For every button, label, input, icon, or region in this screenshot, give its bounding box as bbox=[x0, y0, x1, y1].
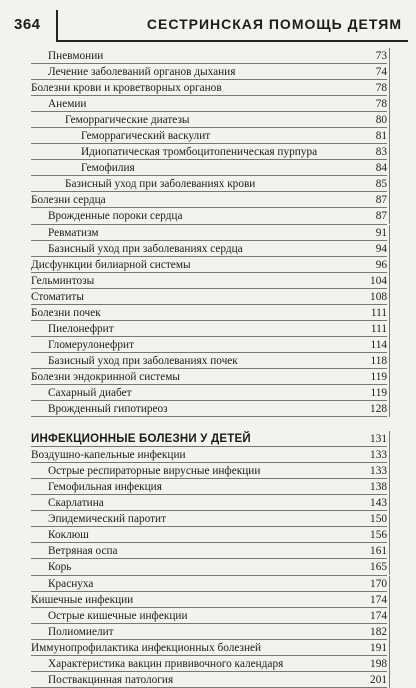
toc-entry-title: Характеристика вакцин прививочного календаря bbox=[48, 657, 284, 670]
page-column-rule bbox=[389, 192, 390, 208]
page-column-rule bbox=[389, 353, 390, 369]
page-column-rule bbox=[389, 592, 390, 608]
page-column-rule bbox=[389, 80, 390, 96]
toc-entry-page: 96 bbox=[375, 258, 387, 271]
toc-entry bbox=[31, 353, 387, 369]
page-column-rule bbox=[389, 144, 390, 160]
toc-entry bbox=[31, 64, 387, 80]
toc-entry-page: 87 bbox=[375, 194, 387, 207]
section-spacer bbox=[31, 417, 387, 431]
toc-entry-title: Врожденный гипотиреоз bbox=[48, 403, 168, 416]
toc-entry-title: Иммунопрофилактика инфекционных болезней bbox=[31, 641, 262, 654]
toc-entry-title: Скарлатина bbox=[48, 497, 104, 510]
toc-entry bbox=[31, 592, 387, 608]
page-column-rule bbox=[389, 128, 390, 144]
toc-entry bbox=[31, 112, 387, 128]
toc-entry-title: Воздушно-капельные инфекции bbox=[31, 449, 186, 462]
table-of-contents bbox=[31, 48, 387, 688]
toc-entry-page: 138 bbox=[370, 481, 387, 494]
toc-entry-title: Базисный уход при заболеваниях сердца bbox=[48, 242, 243, 255]
toc-entry-title: Полиомиелит bbox=[48, 625, 114, 638]
toc-entry-title: Базисный уход при заболеваниях крови bbox=[65, 178, 256, 191]
toc-entry-title: Стоматиты bbox=[31, 290, 84, 303]
toc-entry-page: 118 bbox=[370, 354, 387, 367]
page-column-rule bbox=[389, 640, 390, 656]
toc-entry bbox=[31, 160, 387, 176]
toc-entry-page: 133 bbox=[370, 449, 387, 462]
toc-entry bbox=[31, 495, 387, 511]
toc-entry-title: Кишечные инфекции bbox=[31, 593, 134, 606]
toc-entry-page: 174 bbox=[370, 609, 387, 622]
toc-entry bbox=[31, 305, 387, 321]
toc-part-1 bbox=[31, 48, 387, 417]
page-header bbox=[8, 0, 408, 38]
toc-entry-title: Болезни эндокринной системы bbox=[31, 370, 180, 383]
toc-entry-page: 111 bbox=[370, 322, 387, 335]
page-column-rule bbox=[389, 463, 390, 479]
toc-entry-title: Поствакцинная патология bbox=[48, 673, 174, 686]
toc-entry bbox=[31, 208, 387, 224]
page-column-rule bbox=[389, 447, 390, 463]
toc-entry-title: Геморрагический васкулит bbox=[81, 130, 211, 143]
toc-entry bbox=[31, 144, 387, 160]
page-number: 364 bbox=[14, 16, 41, 33]
toc-entry-page: 80 bbox=[375, 114, 387, 127]
toc-entry bbox=[31, 273, 387, 289]
toc-entry bbox=[31, 543, 387, 559]
toc-entry-title: Краснуха bbox=[48, 577, 94, 590]
toc-entry bbox=[31, 527, 387, 543]
toc-entry-title: Болезни почек bbox=[31, 306, 101, 319]
toc-entry-page: 161 bbox=[370, 545, 387, 558]
toc-entry-title: Геморрагические диатезы bbox=[65, 114, 190, 127]
toc-entry bbox=[31, 385, 387, 401]
toc-entry-page: 119 bbox=[370, 370, 387, 383]
page-column-rule bbox=[389, 543, 390, 559]
toc-entry bbox=[31, 608, 387, 624]
page-column-rule bbox=[389, 656, 390, 672]
toc-entry-page: 119 bbox=[370, 386, 387, 399]
header-rule bbox=[56, 40, 408, 42]
toc-entry-page: 165 bbox=[370, 561, 387, 574]
page-column-rule bbox=[389, 289, 390, 305]
toc-entry-title: Ветряная оспа bbox=[48, 545, 118, 558]
toc-entry-page: 73 bbox=[375, 50, 387, 62]
toc-entry-page: 114 bbox=[370, 338, 387, 351]
toc-entry-page: 108 bbox=[370, 290, 387, 303]
toc-entry bbox=[31, 576, 387, 592]
toc-entry-page: 150 bbox=[370, 513, 387, 526]
toc-entry bbox=[31, 176, 387, 192]
toc-entry-title: Гломерулонефрит bbox=[48, 338, 135, 351]
toc-entry-page: 191 bbox=[370, 641, 387, 654]
toc-entry-page: 83 bbox=[375, 146, 387, 159]
page-column-rule bbox=[389, 401, 390, 417]
toc-entry bbox=[31, 241, 387, 257]
toc-entry-page: 84 bbox=[375, 162, 387, 175]
toc-entry-page: 111 bbox=[370, 306, 387, 319]
toc-part-2 bbox=[31, 447, 387, 688]
toc-entry bbox=[31, 257, 387, 273]
toc-entry-title: Острые кишечные инфекции bbox=[48, 609, 188, 622]
toc-entry bbox=[31, 624, 387, 640]
toc-entry bbox=[31, 225, 387, 241]
toc-entry-page: 81 bbox=[375, 130, 387, 143]
toc-entry-title: Врожденные пороки сердца bbox=[48, 210, 183, 223]
toc-entry-page: 182 bbox=[370, 625, 387, 638]
toc-entry-page: 74 bbox=[375, 66, 387, 79]
page-column-rule bbox=[389, 385, 390, 401]
toc-entry bbox=[31, 80, 387, 96]
toc-entry-page: 133 bbox=[370, 465, 387, 478]
toc-entry-title: Гельминтозы bbox=[31, 274, 95, 287]
toc-section-title: ИНФЕКЦИОННЫЕ БОЛЕЗНИ У ДЕТЕЙ bbox=[31, 433, 251, 446]
toc-entry bbox=[31, 128, 387, 144]
toc-entry-title: Лечение заболеваний органов дыхания bbox=[48, 66, 236, 79]
page-column-rule bbox=[389, 337, 390, 353]
page-column-rule bbox=[389, 241, 390, 257]
toc-entry bbox=[31, 337, 387, 353]
toc-entry-page: 94 bbox=[375, 242, 387, 255]
toc-entry-title: Пиелонефрит bbox=[48, 322, 114, 335]
page-column-rule bbox=[389, 672, 390, 688]
page-column-rule bbox=[389, 176, 390, 192]
page-column-rule bbox=[389, 208, 390, 224]
toc-entry bbox=[31, 447, 387, 463]
toc-entry-title: Сахарный диабет bbox=[48, 386, 132, 399]
toc-entry-page: 104 bbox=[370, 274, 387, 287]
toc-entry bbox=[31, 289, 387, 305]
toc-entry bbox=[31, 192, 387, 208]
toc-entry bbox=[31, 369, 387, 385]
toc-entry-title: Анемии bbox=[48, 98, 87, 111]
running-title: СЕСТРИНСКАЯ ПОМОЩЬ ДЕТЯМ bbox=[146, 16, 402, 32]
toc-entry-page: 91 bbox=[375, 226, 387, 239]
toc-entry-page: 201 bbox=[370, 673, 387, 686]
toc-entry bbox=[31, 401, 387, 417]
toc-entry bbox=[31, 559, 387, 575]
page-column-rule bbox=[389, 511, 390, 527]
toc-entry-page: 198 bbox=[370, 657, 387, 670]
page-column-rule bbox=[389, 225, 390, 241]
toc-entry-page: 128 bbox=[370, 403, 387, 416]
toc-entry-page: 78 bbox=[375, 98, 387, 111]
toc-entry-title: Гемофилия bbox=[81, 162, 135, 175]
toc-entry-title: Острые респираторные вирусные инфекции bbox=[48, 465, 261, 478]
toc-entry-page: 174 bbox=[370, 593, 387, 606]
page-column-rule bbox=[389, 112, 390, 128]
toc-entry-title: Эпидемический паротит bbox=[48, 513, 167, 526]
toc-entry bbox=[31, 640, 387, 656]
toc-entry-title: Базисный уход при заболеваниях почек bbox=[48, 354, 238, 367]
toc-entry-title: Пневмонии bbox=[48, 50, 104, 62]
page-column-rule bbox=[389, 369, 390, 385]
page-column-rule bbox=[389, 576, 390, 592]
page-column-rule bbox=[389, 495, 390, 511]
toc-entry-title: Идиопатическая тромбоцитопеническая пурпура bbox=[81, 146, 318, 159]
toc-entry-page: 87 bbox=[375, 210, 387, 223]
page-column-rule bbox=[389, 321, 390, 337]
toc-entry bbox=[31, 321, 387, 337]
toc-entry-title: Гемофильная инфекция bbox=[48, 481, 162, 494]
toc-entry-page: 156 bbox=[370, 529, 387, 542]
page-column-rule bbox=[389, 479, 390, 495]
toc-entry bbox=[31, 479, 387, 495]
page-column-rule bbox=[389, 160, 390, 176]
toc-entry-title: Коклюш bbox=[48, 529, 89, 542]
page-column-rule bbox=[389, 273, 390, 289]
page-column-rule bbox=[389, 559, 390, 575]
toc-entry-title: Дисфункции билиарной системы bbox=[31, 258, 191, 271]
header-divider bbox=[56, 10, 58, 42]
page-column-rule bbox=[389, 257, 390, 273]
toc-entry bbox=[31, 48, 387, 64]
toc-entry-title: Ревматизм bbox=[48, 226, 99, 239]
toc-entry-title: Болезни сердца bbox=[31, 194, 106, 207]
toc-entry bbox=[31, 511, 387, 527]
toc-entry bbox=[31, 656, 387, 672]
toc-entry-page: 78 bbox=[375, 82, 387, 95]
toc-entry-title: Корь bbox=[48, 561, 72, 574]
page-column-rule bbox=[389, 431, 390, 447]
toc-entry-title: Болезни крови и кроветворных органов bbox=[31, 82, 222, 95]
page-column-rule bbox=[389, 64, 390, 80]
page-column-rule bbox=[389, 624, 390, 640]
toc-entry-page: 143 bbox=[370, 497, 387, 510]
page-column-rule bbox=[389, 608, 390, 624]
toc-entry bbox=[31, 672, 387, 688]
toc-entry-page: 85 bbox=[375, 178, 387, 191]
toc-entry bbox=[31, 96, 387, 112]
page-column-rule bbox=[389, 527, 390, 543]
toc-section-page: 131 bbox=[370, 433, 387, 446]
toc-section-heading bbox=[31, 431, 387, 447]
page-column-rule bbox=[389, 48, 390, 64]
toc-entry-page: 170 bbox=[370, 577, 387, 590]
toc-entry bbox=[31, 463, 387, 479]
page-column-rule bbox=[389, 305, 390, 321]
page-column-rule bbox=[389, 96, 390, 112]
